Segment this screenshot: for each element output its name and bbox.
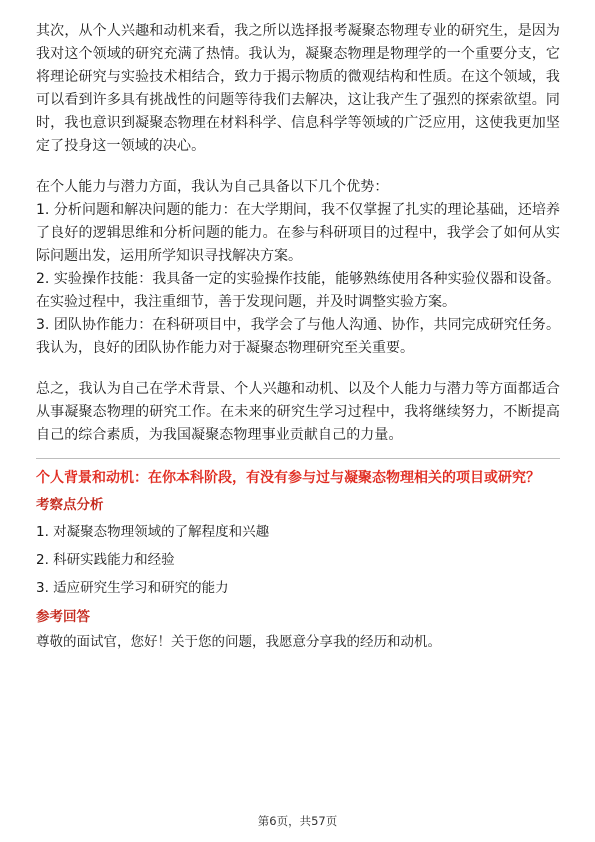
answer-heading: 参考回答 bbox=[36, 609, 90, 625]
analysis-heading: 考察点分析 bbox=[36, 497, 104, 513]
analysis-point-1: 1. 对凝聚态物理领域的了解程度和兴趣 bbox=[36, 524, 270, 540]
page-number: 第6页，共57页 bbox=[257, 814, 338, 828]
ability-item-2: 2. 实验操作技能：我具备一定的实验操作技能，能够熟练使用各种实验仪器和设备。在实验过程中，我注重细节，善于发现问题，并及时调整实验方案。 bbox=[36, 271, 560, 310]
page-content bbox=[36, 20, 560, 654]
ability-item-3: 3. 团队协作能力：在科研项目中，我学会了与他人沟通、协作，共同完成研究任务。我认为，良好的团队协作能力对于凝聚态物理研究至关重要。 bbox=[36, 317, 560, 356]
summary-paragraph: 总之，我认为自己在学术背景、个人兴趣和动机、以及个人能力与潜力等方面都适合从事凝聚态物理的研究工作。在未来的研究生学习过程中，我将继续努力，不断提高自己的综合素质，为我国凝聚态物理事业贡献自己的力量。 bbox=[36, 381, 560, 443]
analysis-point-3: 3. 适应研究生学习和研究的能力 bbox=[36, 580, 229, 596]
spacer bbox=[36, 360, 560, 378]
ability-intro: 在个人能力与潜力方面，我认为自己具备以下几个优势： bbox=[36, 179, 389, 195]
ability-item-1: 1. 分析问题和解决问题的能力：在大学期间，我不仅掌握了扎实的理论基础，还培养了良好的逻辑思维和分析问题的能力。在参与科研项目的过程中，我学会了如何从实际问题出发，运用所学知识寻找解决方案。 bbox=[36, 202, 560, 264]
spacer bbox=[36, 158, 560, 176]
interview-question: 个人背景和动机：在你本科阶段，有没有参与过与凝聚态物理相关的项目或研究？ bbox=[36, 470, 540, 486]
answer-text: 尊敬的面试官，您好！关于您的问题，我愿意分享我的经历和动机。 bbox=[36, 634, 441, 650]
section-divider bbox=[36, 458, 560, 459]
interest-paragraph: 其次，从个人兴趣和动机来看，我之所以选择报考凝聚态物理专业的研究生，是因为我对这个领域的研究充满了热情。我认为，凝聚态物理是物理学的一个重要分支，它将理论研究与实验技术相结合，致力于揭示物质的微观结构和性质。在这个领域，我可以看到许多具有挑战性的问题等待我们去解决，这让我产生了强烈的探索欲望。同时，我也意识到凝聚态物理在材料科学、信息科学等领域的广泛应用，这使我更加坚定了投身这一领域的决心。 bbox=[36, 23, 560, 154]
analysis-point-2: 2. 科研实践能力和经验 bbox=[36, 552, 175, 568]
